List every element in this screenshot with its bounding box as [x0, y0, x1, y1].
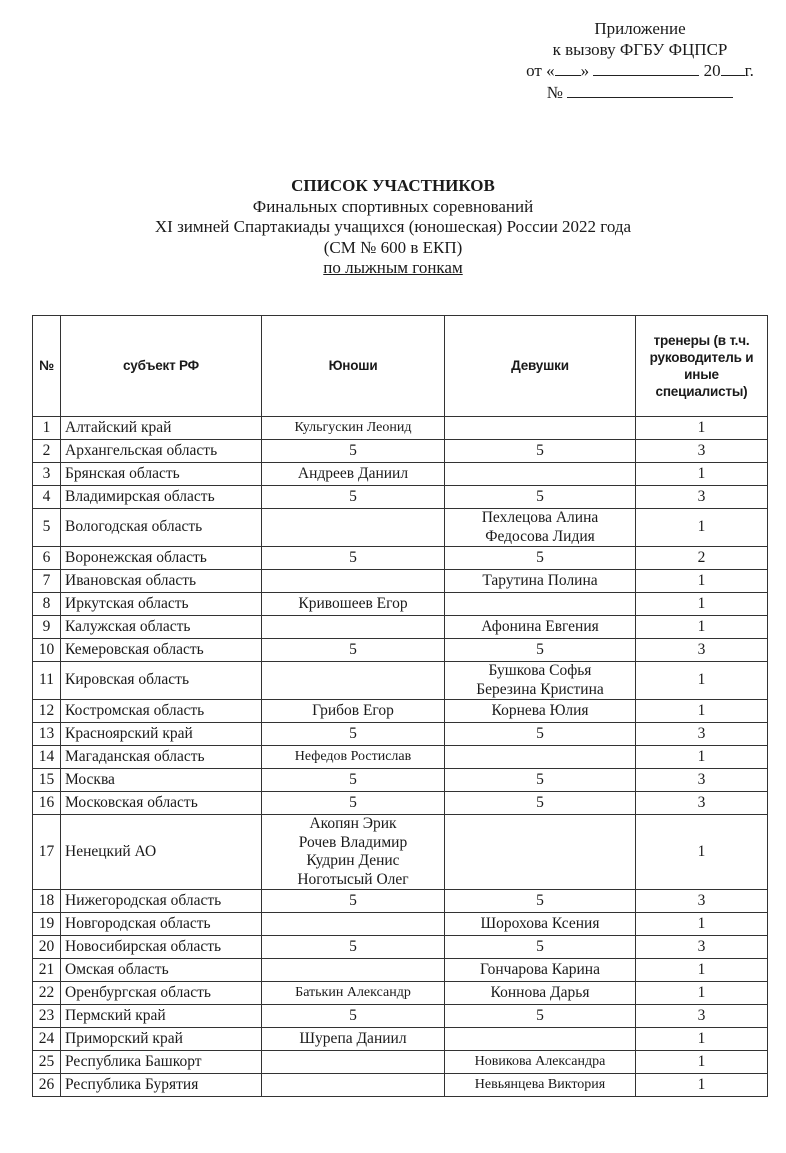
table-row [33, 1005, 768, 1028]
row-girls [445, 1051, 636, 1074]
girl-entry: Гончарова Карина [480, 960, 600, 978]
row-trainers: 1 [636, 570, 768, 593]
table-row [33, 1028, 768, 1051]
boy-entry: 5 [349, 487, 357, 505]
row-boys [262, 792, 445, 815]
table-row [33, 982, 768, 1005]
row-girls [445, 440, 636, 463]
boy-entry: Кривошеев Егор [298, 594, 408, 612]
table-row [33, 440, 768, 463]
row-girls [445, 1028, 636, 1051]
row-subject: Брянская область [61, 463, 262, 486]
table-row [33, 593, 768, 616]
competition-name: Финальных спортивных соревнований [252, 196, 534, 216]
document-title-block [0, 176, 786, 279]
row-girls [445, 486, 636, 509]
boy-entry: Грибов Егор [312, 701, 394, 719]
table-row [33, 1051, 768, 1074]
header-girls: Девушки [445, 316, 636, 417]
row-boys [262, 815, 445, 890]
spartakiad-name: XI зимней Спартакиады учащихся (юношеская) России 2022 года [154, 217, 632, 236]
row-girls [445, 700, 636, 723]
table-row [33, 509, 768, 547]
appendix-block [500, 19, 780, 103]
row-trainers: 1 [636, 662, 768, 700]
row-subject: Ивановская область [61, 570, 262, 593]
row-subject: Иркутская область [61, 593, 262, 616]
row-boys [262, 959, 445, 982]
row-number: 14 [33, 746, 61, 769]
row-subject: Красноярский край [61, 723, 262, 746]
row-number: 22 [33, 982, 61, 1005]
row-trainers: 3 [636, 1005, 768, 1028]
table-row [33, 769, 768, 792]
row-trainers: 3 [636, 936, 768, 959]
row-number: 13 [33, 723, 61, 746]
row-trainers: 1 [636, 913, 768, 936]
row-number: 7 [33, 570, 61, 593]
month-blank [593, 60, 699, 76]
header-trainers: тренеры (в т.ч. руководитель и иные специалисты) [636, 316, 768, 417]
girl-entry: Новикова Александра [474, 1053, 606, 1069]
boy-entry: 5 [349, 441, 357, 459]
row-number: 24 [33, 1028, 61, 1051]
number-blank [567, 82, 733, 98]
row-subject: Новгородская область [61, 913, 262, 936]
row-trainers: 1 [636, 700, 768, 723]
row-girls [445, 570, 636, 593]
row-subject: Воронежская область [61, 547, 262, 570]
row-number: 9 [33, 616, 61, 639]
table-row [33, 1074, 768, 1097]
girl-entry: 5 [536, 441, 544, 459]
row-girls [445, 815, 636, 890]
boy-entry: Нефедов Ростислав [294, 748, 412, 764]
girl-entry: Березина Кристина [476, 680, 604, 698]
row-subject: Владимирская область [61, 486, 262, 509]
row-trainers: 3 [636, 723, 768, 746]
boy-entry: 5 [349, 640, 357, 658]
girl-entry: 5 [536, 487, 544, 505]
row-boys [262, 1051, 445, 1074]
row-trainers: 1 [636, 616, 768, 639]
boy-entry: Андреев Даниил [297, 464, 409, 482]
row-trainers: 1 [636, 1028, 768, 1051]
table-row [33, 815, 768, 890]
row-girls [445, 982, 636, 1005]
row-subject: Кировская область [61, 662, 262, 700]
row-boys [262, 570, 445, 593]
appendix-reference: к вызову ФГБУ ФЦПСР [552, 39, 728, 59]
girl-entry: Невьянцева Виктория [474, 1076, 606, 1092]
row-number: 8 [33, 593, 61, 616]
row-boys [262, 593, 445, 616]
row-girls [445, 1005, 636, 1028]
sport-discipline: по лыжным гонкам [323, 258, 463, 277]
row-subject: Приморский край [61, 1028, 262, 1051]
table-row [33, 936, 768, 959]
table-row [33, 570, 768, 593]
table-row [33, 792, 768, 815]
girl-entry: Шорохова Ксения [480, 914, 600, 932]
row-trainers: 3 [636, 486, 768, 509]
row-boys [262, 547, 445, 570]
row-trainers: 1 [636, 815, 768, 890]
boy-entry: 5 [349, 770, 357, 788]
row-number: 11 [33, 662, 61, 700]
boy-entry: 5 [349, 548, 357, 566]
row-number: 12 [33, 700, 61, 723]
row-subject: Алтайский край [61, 417, 262, 440]
appendix-title: Приложение [594, 19, 686, 38]
row-boys [262, 936, 445, 959]
girl-entry: Афонина Евгения [481, 617, 599, 635]
row-boys [262, 700, 445, 723]
row-trainers: 1 [636, 746, 768, 769]
row-girls [445, 890, 636, 913]
boy-entry: Акопян Эрик [309, 815, 397, 832]
row-trainers: 3 [636, 639, 768, 662]
row-number: 10 [33, 639, 61, 662]
row-subject: Москва [61, 769, 262, 792]
row-trainers: 3 [636, 792, 768, 815]
row-boys [262, 746, 445, 769]
row-boys [262, 662, 445, 700]
table-row [33, 463, 768, 486]
table-row [33, 662, 768, 700]
girl-entry: 5 [536, 770, 544, 788]
girl-entry: 5 [536, 891, 544, 909]
row-girls [445, 509, 636, 547]
document-title: СПИСОК УЧАСТНИКОВ [291, 176, 495, 195]
girl-entry: 5 [536, 793, 544, 811]
row-trainers: 1 [636, 593, 768, 616]
boy-entry: Батькин Александр [295, 984, 411, 1000]
row-trainers: 2 [636, 547, 768, 570]
boy-entry: Шурепа Даниил [299, 1029, 407, 1047]
row-boys [262, 616, 445, 639]
row-subject: Московская область [61, 792, 262, 815]
table-row [33, 639, 768, 662]
row-girls [445, 547, 636, 570]
row-boys [262, 982, 445, 1005]
row-boys [262, 913, 445, 936]
row-trainers: 1 [636, 509, 768, 547]
row-boys [262, 1074, 445, 1097]
girl-entry: 5 [536, 937, 544, 955]
boy-entry: 5 [349, 937, 357, 955]
table-header-row [33, 316, 768, 417]
appendix-date-line: от « » 20 г. [526, 61, 754, 80]
year-blank [721, 60, 745, 76]
row-number: 3 [33, 463, 61, 486]
boy-entry: Ноготысый Олег [297, 870, 409, 888]
row-boys [262, 769, 445, 792]
table-row [33, 417, 768, 440]
row-trainers: 1 [636, 1051, 768, 1074]
girl-entry: 5 [536, 1006, 544, 1024]
row-girls [445, 913, 636, 936]
row-subject: Пермский край [61, 1005, 262, 1028]
row-subject: Нижегородская область [61, 890, 262, 913]
girl-entry: 5 [536, 640, 544, 658]
row-girls [445, 639, 636, 662]
girl-entry: Бушкова Софья [488, 662, 592, 679]
row-boys [262, 723, 445, 746]
girl-entry: 5 [536, 724, 544, 742]
ekp-reference: (СМ № 600 в ЕКП) [323, 237, 463, 257]
row-subject: Калужская область [61, 616, 262, 639]
row-number: 1 [33, 417, 61, 440]
row-number: 21 [33, 959, 61, 982]
row-trainers: 3 [636, 769, 768, 792]
row-number: 23 [33, 1005, 61, 1028]
row-subject: Оренбургская область [61, 982, 262, 1005]
header-boys: Юноши [262, 316, 445, 417]
header-num: № [33, 316, 61, 417]
row-number: 19 [33, 913, 61, 936]
row-girls [445, 463, 636, 486]
row-subject: Республика Башкорт [61, 1051, 262, 1074]
row-number: 26 [33, 1074, 61, 1097]
row-girls [445, 792, 636, 815]
row-girls [445, 417, 636, 440]
row-boys [262, 639, 445, 662]
row-boys [262, 890, 445, 913]
table-row [33, 890, 768, 913]
row-girls [445, 936, 636, 959]
row-number: 16 [33, 792, 61, 815]
row-subject: Республика Бурятия [61, 1074, 262, 1097]
row-trainers: 3 [636, 440, 768, 463]
row-girls [445, 593, 636, 616]
boy-entry: 5 [349, 793, 357, 811]
row-girls [445, 616, 636, 639]
row-subject: Архангельская область [61, 440, 262, 463]
row-boys [262, 486, 445, 509]
row-boys [262, 509, 445, 547]
table-row [33, 959, 768, 982]
row-number: 2 [33, 440, 61, 463]
row-subject: Вологодская область [61, 509, 262, 547]
table-row [33, 700, 768, 723]
table-row [33, 616, 768, 639]
row-subject: Кемеровская область [61, 639, 262, 662]
row-subject: Омская область [61, 959, 262, 982]
row-trainers: 1 [636, 982, 768, 1005]
appendix-number-line: № [500, 82, 780, 104]
boy-entry: 5 [349, 724, 357, 742]
participants-table [32, 315, 768, 1097]
row-girls [445, 662, 636, 700]
row-subject: Магаданская область [61, 746, 262, 769]
row-girls [445, 746, 636, 769]
table-body [33, 417, 768, 1097]
day-blank [555, 60, 581, 76]
row-boys [262, 1005, 445, 1028]
row-number: 15 [33, 769, 61, 792]
table-row [33, 547, 768, 570]
row-boys [262, 1028, 445, 1051]
girl-entry: Коннова Дарья [490, 983, 590, 1001]
row-number: 17 [33, 815, 61, 890]
boy-entry: 5 [349, 891, 357, 909]
row-subject: Ненецкий АО [61, 815, 262, 890]
row-trainers: 1 [636, 417, 768, 440]
row-girls [445, 723, 636, 746]
row-girls [445, 769, 636, 792]
row-subject: Костромская область [61, 700, 262, 723]
table-row [33, 486, 768, 509]
table-row [33, 723, 768, 746]
girl-entry: 5 [536, 548, 544, 566]
table-row [33, 913, 768, 936]
boy-entry: Кудрин Денис [306, 852, 400, 869]
girl-entry: Тарутина Полина [482, 571, 598, 589]
boy-entry: 5 [349, 1006, 357, 1024]
row-subject: Новосибирская область [61, 936, 262, 959]
row-boys [262, 463, 445, 486]
boy-entry: Рочев Владимир [298, 833, 408, 851]
row-girls [445, 959, 636, 982]
row-trainers: 1 [636, 463, 768, 486]
row-trainers: 1 [636, 959, 768, 982]
row-number: 20 [33, 936, 61, 959]
row-number: 5 [33, 509, 61, 547]
row-number: 4 [33, 486, 61, 509]
boy-entry: Кульгускин Леонид [294, 419, 412, 435]
row-trainers: 1 [636, 1074, 768, 1097]
row-boys [262, 417, 445, 440]
girl-entry: Федосова Лидия [485, 527, 595, 545]
row-number: 6 [33, 547, 61, 570]
girl-entry: Корнева Юлия [491, 701, 589, 719]
header-subject: субъект РФ [61, 316, 262, 417]
row-number: 25 [33, 1051, 61, 1074]
row-trainers: 3 [636, 890, 768, 913]
row-girls [445, 1074, 636, 1097]
girl-entry: Пехлецова Алина [481, 509, 599, 526]
row-boys [262, 440, 445, 463]
table-row [33, 746, 768, 769]
row-number: 18 [33, 890, 61, 913]
